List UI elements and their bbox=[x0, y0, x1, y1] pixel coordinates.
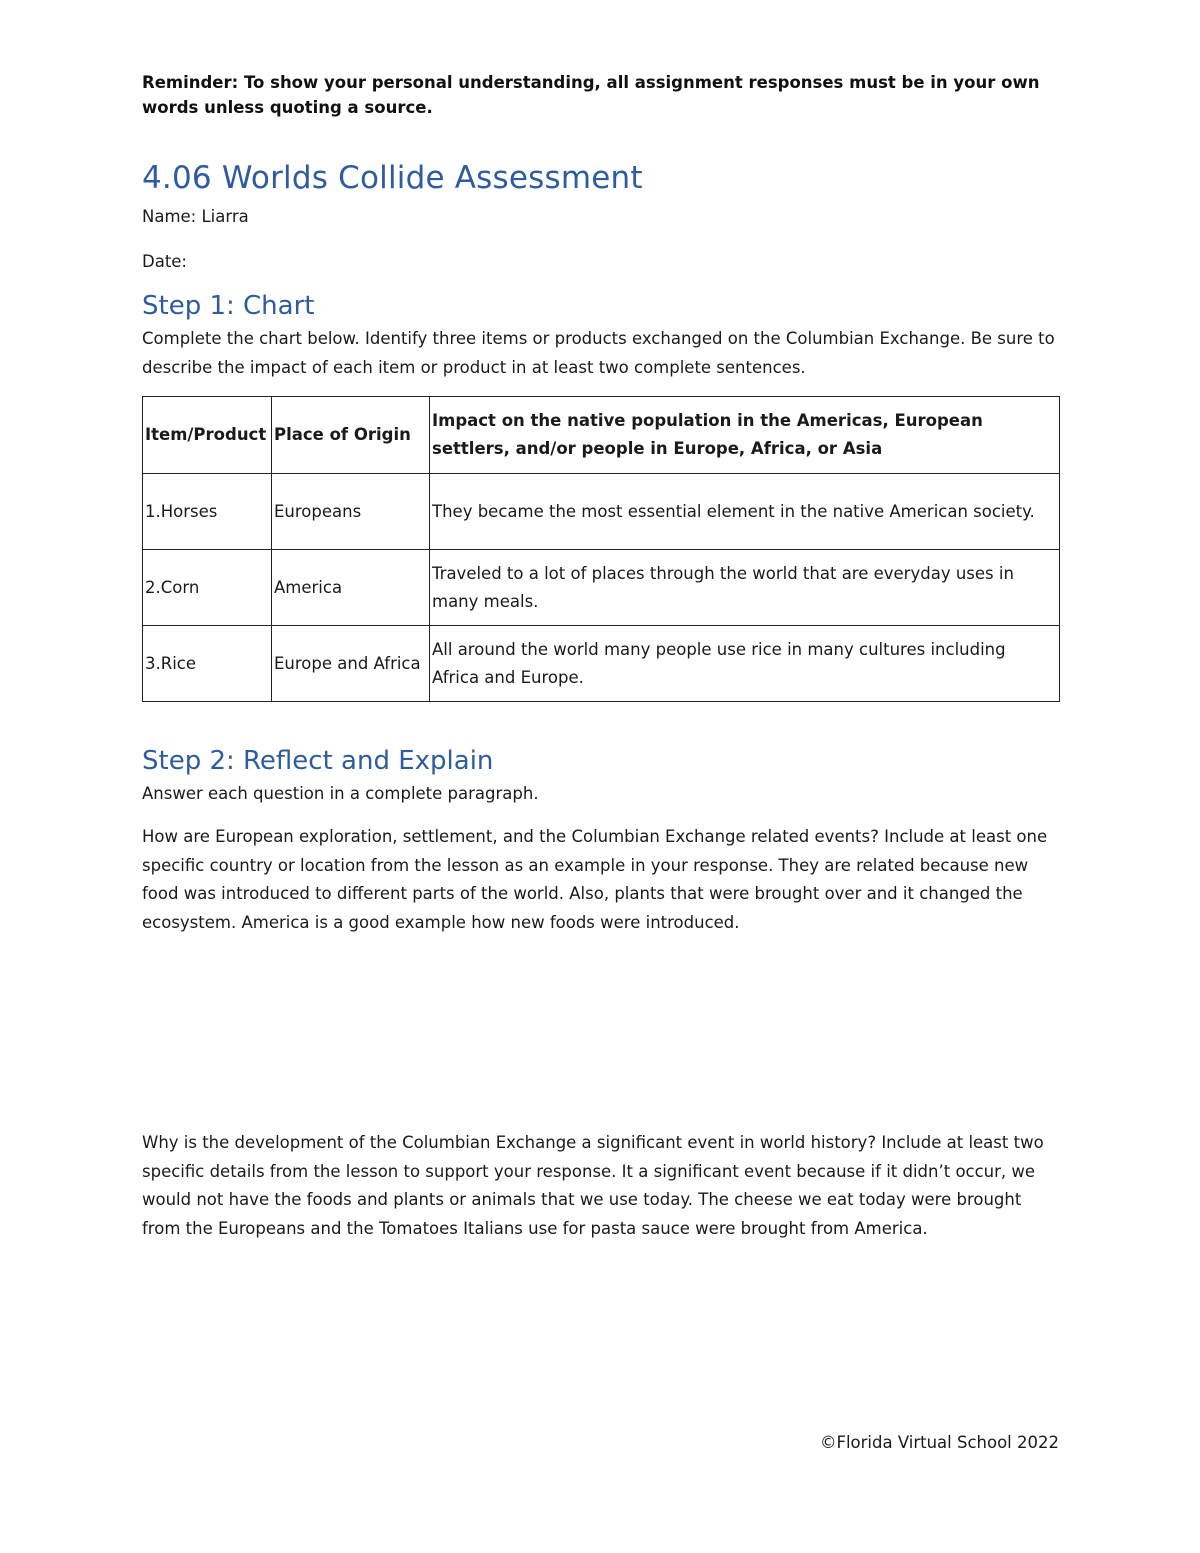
header-item-product: Item/Product bbox=[143, 397, 272, 474]
table-row bbox=[143, 626, 1060, 702]
copyright-footer: ©Florida Virtual School 2022 bbox=[819, 1433, 1059, 1452]
item-cell: 1.Horses bbox=[143, 474, 272, 550]
origin-cell: America bbox=[272, 550, 430, 626]
question1-response: How are European exploration, settlement, and the Columbian Exchange related events? Include at least one specific country or location from the lesson as an example in your response. They are related because new food was introduced to different parts of the world. Also, plants that were brought over and it changed the ecosystem. America is a good example how new foods were introduced. bbox=[142, 827, 1048, 933]
item-cell: 3.Rice bbox=[143, 626, 272, 702]
step2-instructions: Answer each question in a complete paragraph. bbox=[142, 784, 539, 803]
impact-cell: Traveled to a lot of places through the world that are everyday uses in many meals. bbox=[430, 550, 1060, 626]
chart-header-row bbox=[143, 397, 1060, 474]
origin-cell: Europe and Africa bbox=[272, 626, 430, 702]
table-row bbox=[143, 474, 1060, 550]
page-title: 4.06 Worlds Collide Assessment bbox=[142, 160, 643, 196]
impact-cell: They became the most essential element in the native American society. bbox=[430, 474, 1060, 550]
origin-cell: Europeans bbox=[272, 474, 430, 550]
question2-response: Why is the development of the Columbian Exchange a significant event in world history? Include at least two specific details from the lesson to support your response. It a significant event because if it didn’t occur, we would not have the foods and plants or animals that we use today. The cheese we eat today were brought from the Europeans and the Tomatoes Italians use for pasta sauce were brought from America. bbox=[142, 1133, 1044, 1239]
date-field: Date: bbox=[142, 252, 187, 271]
step1-instructions: Complete the chart below. Identify three items or products exchanged on the Columbian Exchange. Be sure to describe the impact of each item or product in at least two complete sentences. bbox=[142, 329, 1055, 377]
impact-cell: All around the world many people use rice in many cultures including Africa and Europe. bbox=[430, 626, 1060, 702]
step1-heading: Step 1: Chart bbox=[142, 291, 315, 321]
header-place-of-origin: Place of Origin bbox=[272, 397, 430, 474]
exchange-chart bbox=[142, 396, 1060, 702]
header-impact: Impact on the native population in the Americas, European settlers, and/or people in Europe, Africa, or Asia bbox=[430, 397, 1060, 474]
item-cell: 2.Corn bbox=[143, 550, 272, 626]
step2-heading: Step 2: Reflect and Explain bbox=[142, 746, 494, 776]
name-field: Name: Liarra bbox=[142, 207, 249, 226]
reminder-text: Reminder: To show your personal understanding, all assignment responses must be in your own words unless quoting a source. bbox=[142, 73, 1040, 117]
table-row bbox=[143, 550, 1060, 626]
